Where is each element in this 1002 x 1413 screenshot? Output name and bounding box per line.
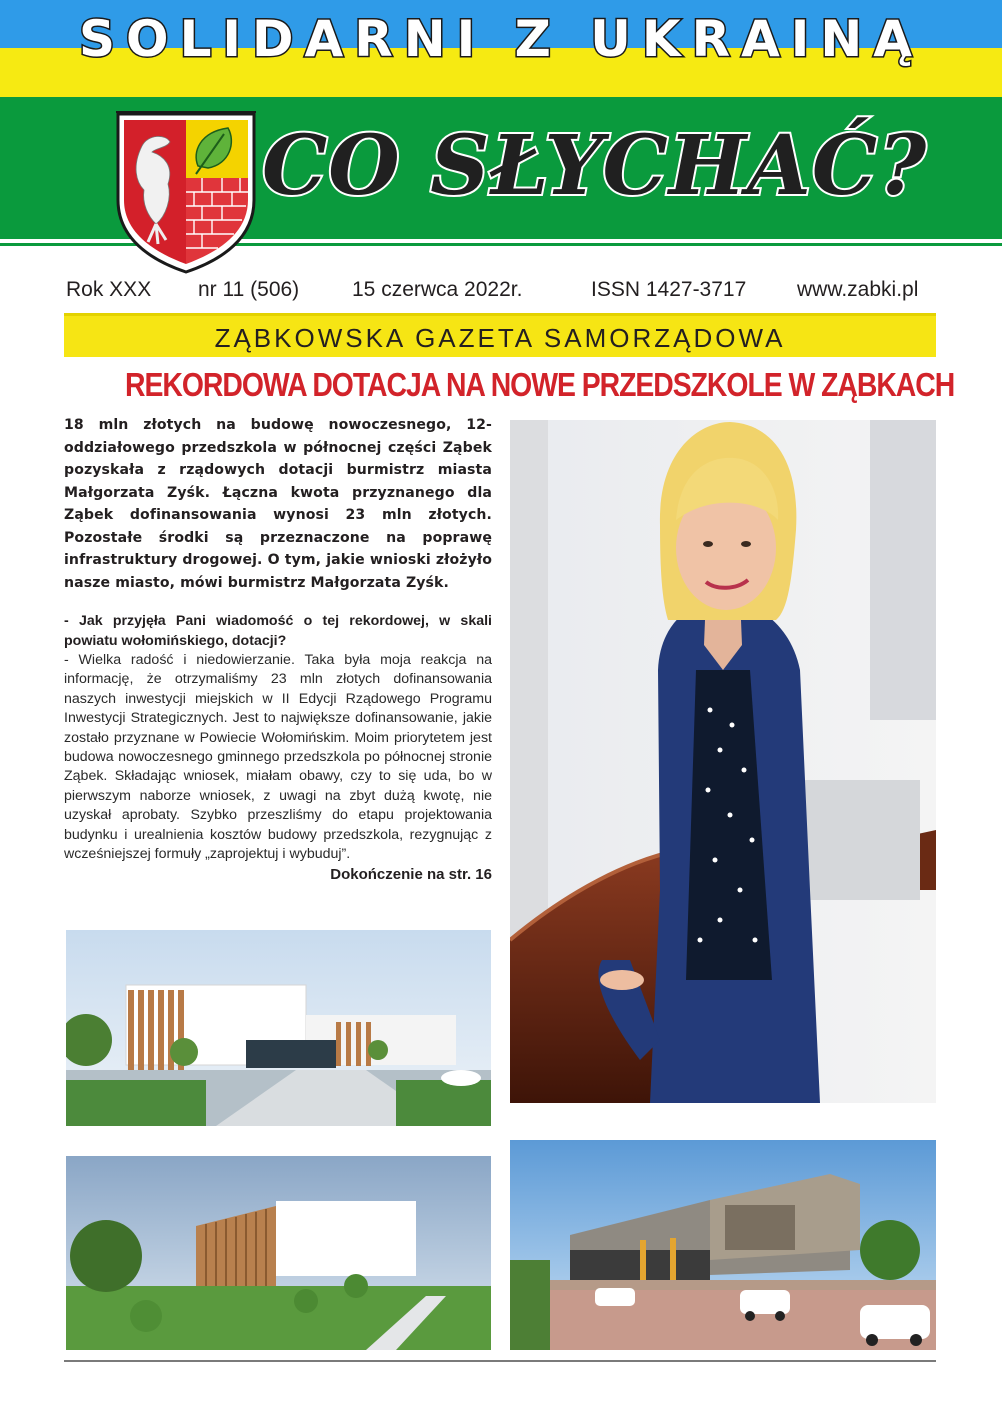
article-headline: REKORDOWA DOTACJA NA NOWE PRZEDSZKOLE W ZĄBKACH bbox=[125, 366, 955, 403]
article-body bbox=[64, 414, 492, 883]
publication-subtitle: ZĄBKOWSKA GAZETA SAMORZĄDOWA bbox=[64, 313, 936, 357]
masthead-title: CO SŁYCHAĆ? bbox=[262, 118, 928, 214]
issue-date: 15 czerwca 2022r. bbox=[352, 278, 523, 301]
website-link[interactable]: www.zabki.pl bbox=[797, 278, 919, 301]
interview-question: - Jak przyjęła Pani wiadomość o tej rekordowej, w skali powiatu wołomińskiego, dotacji? bbox=[64, 613, 492, 649]
issue-year: Rok XXX bbox=[66, 278, 152, 301]
kindergarten-render-side-photo bbox=[66, 1156, 491, 1350]
issue-issn: ISSN 1427-3717 bbox=[591, 278, 747, 301]
article-lead: 18 mln złotych na budowę nowoczesnego, 12-oddziałowego przedszkola w północnej części Ząbek pozyskała z rządowych dotacji burmistrz miasta Małgorzata Zyśk. Łączna kwota przyznanego dla Ząbek dofinansowania wynosi 23 mln złotych. Pozostałe środki są przeznaczone na poprawę infrastruktury drogowej. O tym, jakie wnioski złożyło nasze miasto, mówi burmistrz Małgorzata Zyśk. bbox=[64, 417, 492, 591]
kindergarten-render-front-photo bbox=[66, 930, 491, 1126]
interview-answer: - Wielka radość i niedowierzanie. Taka była moja reakcja na informację, że otrzymaliśmy 23 mln złotych dofinansowania naszych inwestycji miejskich w II Edycji Rządowego Programu Inwestycji Strategicznych. Jest to największe dofinansowanie, jakie zostało przyznane w Powiecie Wołomińskim. Moim priorytetem jest budowa nowoczesnego gminnego przedszkola po północnej stronie Ząbek. Składając wniosek, miałam obawy, czy to się uda, bo w pierwszym naborze wniosek, z uwagi na zbyt dużą kwotę, nie uzyskał aprobaty. Szybko przeszliśmy do etapu projektowania budynku i urealnienia kosztów budowy przedszkola, rezygnując z wcześniejszej formuły „zaprojektuj i wybuduj”. bbox=[64, 652, 492, 863]
zabki-coat-of-arms-icon bbox=[112, 108, 260, 276]
solidarity-banner-text: SOLIDARNI Z UKRAINĄ bbox=[79, 10, 923, 68]
issue-number: nr 11 (506) bbox=[198, 278, 300, 301]
continuation-note[interactable]: Dokończenie na str. 16 bbox=[330, 866, 492, 884]
bottom-divider bbox=[64, 1360, 936, 1362]
kindergarten-render-parking-photo bbox=[510, 1140, 936, 1350]
mayor-portrait-photo bbox=[510, 420, 936, 1103]
